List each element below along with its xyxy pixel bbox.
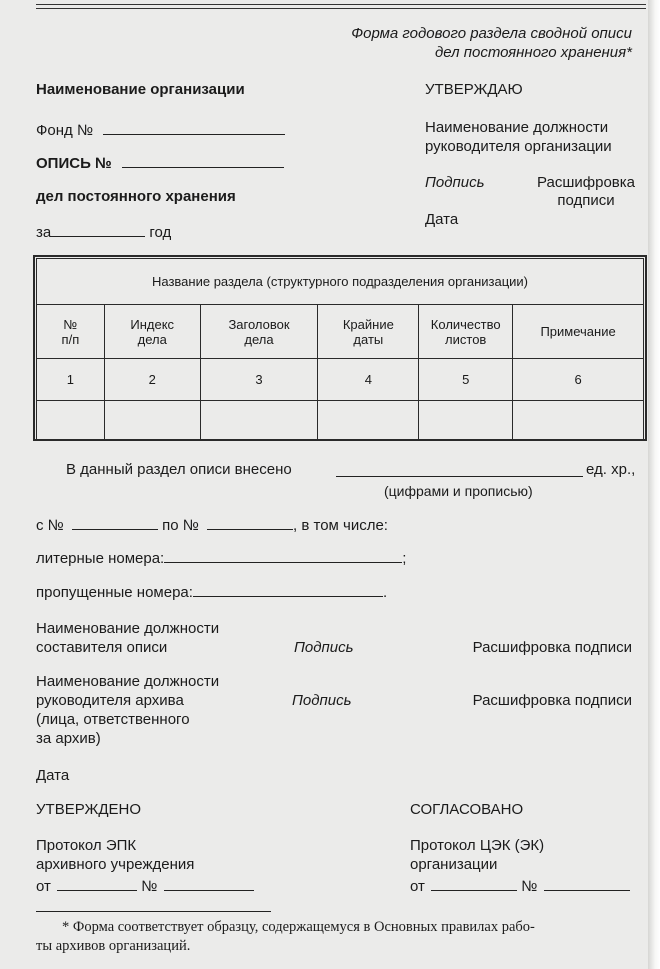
section-title-cell: Название раздела (структурного подразделения организации) <box>37 259 644 305</box>
digits-hint: (цифрами и прописью) <box>384 483 533 499</box>
approved-label: УТВЕРЖДЕНО <box>36 801 142 818</box>
skipped-numbers-row: пропущенные номера: . <box>36 584 388 601</box>
col-number-3: 3 <box>200 359 318 401</box>
units-label: ед. хр., <box>586 461 636 478</box>
col-number-1: 1 <box>37 359 105 401</box>
archive-position-line3: (лица, ответственного <box>36 711 190 728</box>
page-edge <box>648 0 660 969</box>
storage-label: дел постоянного хранения <box>36 188 236 205</box>
approve-decode-line2: подписи <box>557 192 615 209</box>
year-prefix: за <box>36 224 52 241</box>
compiler-decode-label: Расшифровка подписи <box>472 639 632 656</box>
approve-decode-line1: Расшифровка <box>537 174 635 191</box>
archive-decode-label: Расшифровка подписи <box>472 692 632 709</box>
archive-position-line1: Наименование должности <box>36 673 220 690</box>
empty-cell[interactable] <box>318 401 419 441</box>
empty-cell[interactable] <box>200 401 318 441</box>
archive-position-line2: руководителя архива <box>36 692 184 709</box>
epk-from-label: от <box>36 878 51 895</box>
entered-count-field[interactable] <box>336 476 583 477</box>
col-number-4: 4 <box>318 359 419 401</box>
epk-line1: Протокол ЭПК <box>36 837 137 854</box>
epk-date-field[interactable] <box>57 876 137 891</box>
col-header-note: Примечание <box>513 305 644 359</box>
year-suffix: год <box>149 224 172 241</box>
approve-position-line2: руководителя организации <box>425 138 612 155</box>
col-header-dates: Крайние даты <box>318 305 419 359</box>
from-number-label: с № <box>36 517 64 534</box>
compiler-position-line1: Наименование должности <box>36 620 220 637</box>
col-header-title: Заголовок дела <box>200 305 318 359</box>
approve-signature-label: Подпись <box>425 174 485 191</box>
epk-line2: архивного учреждения <box>36 856 195 873</box>
letter-numbers-field[interactable] <box>164 548 402 563</box>
opis-number-field[interactable] <box>122 153 284 168</box>
from-number-field[interactable] <box>72 515 158 530</box>
table-header-row <box>37 305 644 359</box>
approve-position-line1: Наименование должности <box>425 119 609 136</box>
cek-date-field[interactable] <box>431 876 517 891</box>
col-header-sheets: Количество листов <box>419 305 513 359</box>
archive-position-line4: за архив) <box>36 730 101 747</box>
compiler-position-line2: составителя описи <box>36 639 168 656</box>
year-field[interactable] <box>51 222 145 237</box>
cek-from-row <box>410 876 630 896</box>
epk-from-row <box>36 876 254 896</box>
to-number-field[interactable] <box>207 515 293 530</box>
including-label: , в том числе: <box>293 517 388 534</box>
range-row <box>36 515 388 535</box>
empty-cell[interactable] <box>37 401 105 441</box>
footnote-line1: * Форма соответствует образцу, содержащемуся в Основных правилах рабо- <box>62 919 535 935</box>
footnote-rule <box>36 911 271 912</box>
table-section-row <box>37 259 644 305</box>
opis-label: ОПИСЬ № <box>36 155 112 172</box>
cek-number-label: № <box>521 878 538 895</box>
skipped-numbers-label: пропущенные номера: <box>36 584 193 601</box>
col-header-index: Индекс дела <box>104 305 200 359</box>
register-table <box>36 258 644 441</box>
col-header-number: № п/п <box>37 305 105 359</box>
skipped-numbers-field[interactable] <box>193 582 383 597</box>
epk-number-field[interactable] <box>164 876 254 891</box>
col-number-5: 5 <box>419 359 513 401</box>
empty-cell[interactable] <box>513 401 644 441</box>
epk-number-label: № <box>141 878 158 895</box>
footnote-line2: ты архивов организаций. <box>36 938 191 954</box>
form-title-line1: Форма годового раздела сводной описи <box>351 25 632 42</box>
empty-cell[interactable] <box>104 401 200 441</box>
agreed-label: СОГЛАСОВАНО <box>410 801 524 818</box>
col-number-6: 6 <box>513 359 644 401</box>
fond-row <box>36 120 285 140</box>
cek-line2: организации <box>410 856 498 873</box>
table-empty-row <box>37 401 644 441</box>
fond-number-field[interactable] <box>103 120 285 135</box>
cek-number-field[interactable] <box>544 876 630 891</box>
org-name-label: Наименование организации <box>36 81 245 98</box>
year-row <box>36 222 171 242</box>
col-number-2: 2 <box>104 359 200 401</box>
top-rule <box>36 4 646 5</box>
letter-numbers-label: литерные номера: <box>36 550 165 567</box>
cek-line1: Протокол ЦЭК (ЭК) <box>410 837 545 854</box>
form-title-line2: дел постоянного хранения* <box>434 44 632 61</box>
archive-signature-label: Подпись <box>292 692 352 709</box>
approve-date-label: Дата <box>425 211 459 228</box>
opis-row <box>36 153 284 173</box>
to-number-label: по № <box>162 517 199 534</box>
table-numbering-row <box>37 359 644 401</box>
date-label: Дата <box>36 767 70 784</box>
compiler-signature-label: Подпись <box>294 639 354 656</box>
entered-label: В данный раздел описи внесено <box>66 461 292 478</box>
cek-from-label: от <box>410 878 425 895</box>
letter-numbers-row: литерные номера: ; <box>36 550 407 567</box>
top-rule-2 <box>36 8 646 9</box>
approve-title: УТВЕРЖДАЮ <box>425 81 523 98</box>
empty-cell[interactable] <box>419 401 513 441</box>
fond-label: Фонд № <box>36 122 94 139</box>
